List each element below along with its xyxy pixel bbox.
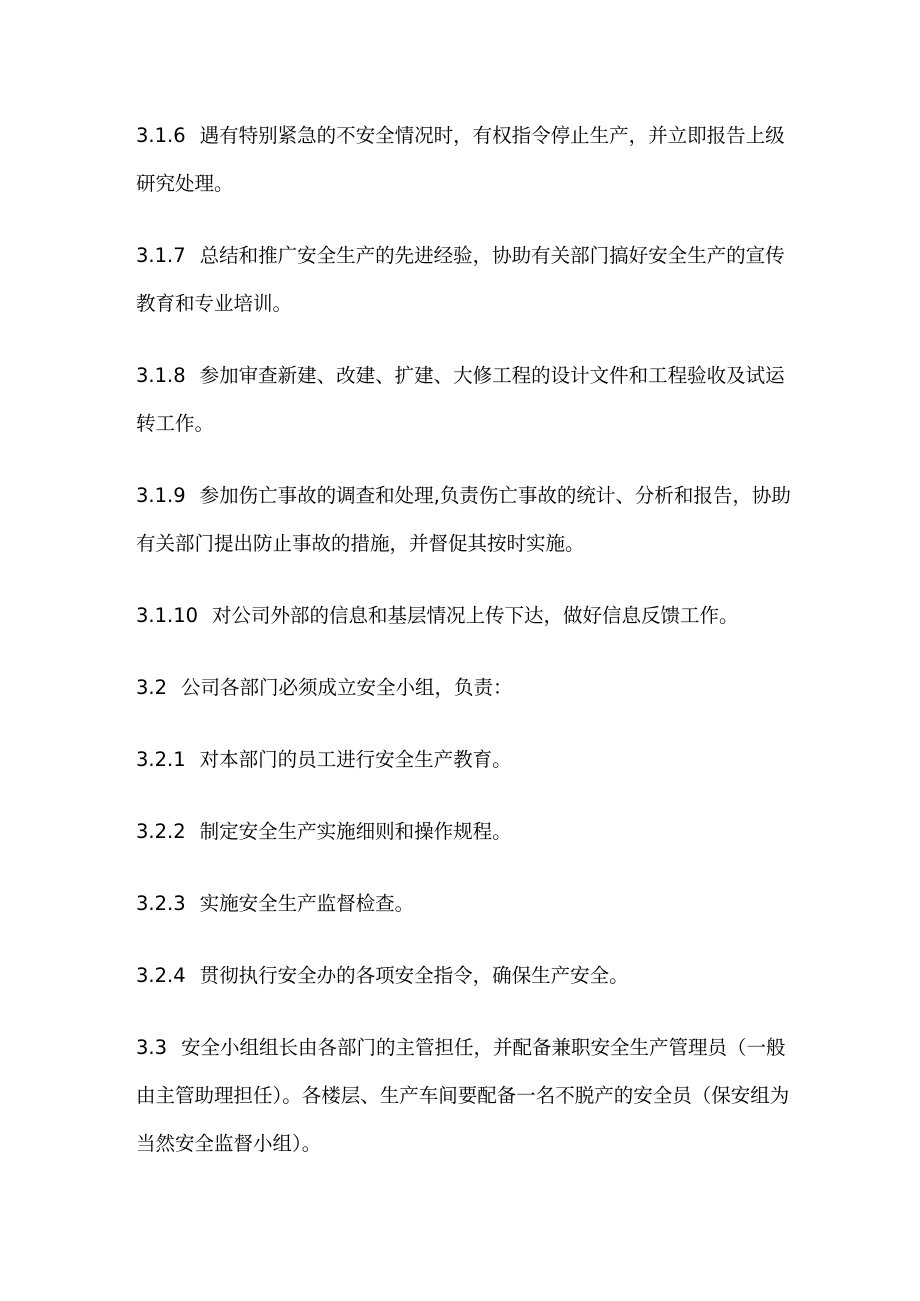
paragraph-3-1-6 bbox=[136, 112, 796, 208]
clause-text: 总结和推广安全生产的先进经验，协助有关部门搞好安全生产的宣传教育和专业培训。 bbox=[136, 244, 785, 315]
clause-text: 贯彻执行安全办的各项安全指令，确保生产安全。 bbox=[199, 964, 629, 987]
paragraph-3-1-9 bbox=[136, 472, 796, 568]
clause-text: 公司各部门必须成立安全小组，负责： bbox=[181, 676, 513, 699]
document-body bbox=[136, 112, 796, 1192]
clause-text: 安全小组组长由各部门的主管担任，并配备兼职安全生产管理员（一般由主管助理担任）。各楼层、生产车间要配备一名不脱产的安全员（保安组为当然安全监督小组）。 bbox=[136, 1036, 790, 1155]
paragraph-3-2-4 bbox=[136, 952, 796, 1000]
clause-text: 参加审查新建、改建、扩建、大修工程的设计文件和工程验收及试运转工作。 bbox=[136, 364, 785, 435]
clause-number: 3.1.9 bbox=[136, 484, 186, 507]
clause-text: 遇有特别紧急的不安全情况时，有权指令停止生产，并立即报告上级研究处理。 bbox=[136, 124, 785, 195]
clause-text: 实施安全生产监督检查。 bbox=[199, 892, 415, 915]
paragraph-3-1-7 bbox=[136, 232, 796, 328]
clause-number: 3.2.1 bbox=[136, 748, 186, 771]
paragraph-3-2 bbox=[136, 664, 796, 712]
clause-number: 3.1.6 bbox=[136, 124, 186, 147]
paragraph-3-2-1 bbox=[136, 736, 796, 784]
clause-number: 3.1.10 bbox=[136, 604, 199, 627]
clause-text: 参加伤亡事故的调查和处理,负责伤亡事故的统计、分析和报告，协助有关部门提出防止事故的措施，并督促其按时实施。 bbox=[136, 484, 791, 555]
clause-number: 3.2.3 bbox=[136, 892, 186, 915]
paragraph-3-2-3 bbox=[136, 880, 796, 928]
clause-number: 3.2 bbox=[136, 676, 168, 699]
clause-text: 对公司外部的信息和基层情况上传下达，做好信息反馈工作。 bbox=[212, 604, 739, 627]
paragraph-3-3 bbox=[136, 1024, 796, 1168]
clause-text: 对本部门的员工进行安全生产教育。 bbox=[199, 748, 512, 771]
clause-number: 3.2.4 bbox=[136, 964, 186, 987]
clause-text: 制定安全生产实施细则和操作规程。 bbox=[199, 820, 512, 843]
paragraph-3-2-2 bbox=[136, 808, 796, 856]
clause-number: 3.1.8 bbox=[136, 364, 186, 387]
clause-number: 3.3 bbox=[136, 1036, 168, 1059]
clause-number: 3.1.7 bbox=[136, 244, 186, 267]
paragraph-3-1-10 bbox=[136, 592, 796, 640]
clause-number: 3.2.2 bbox=[136, 820, 186, 843]
paragraph-3-1-8 bbox=[136, 352, 796, 448]
